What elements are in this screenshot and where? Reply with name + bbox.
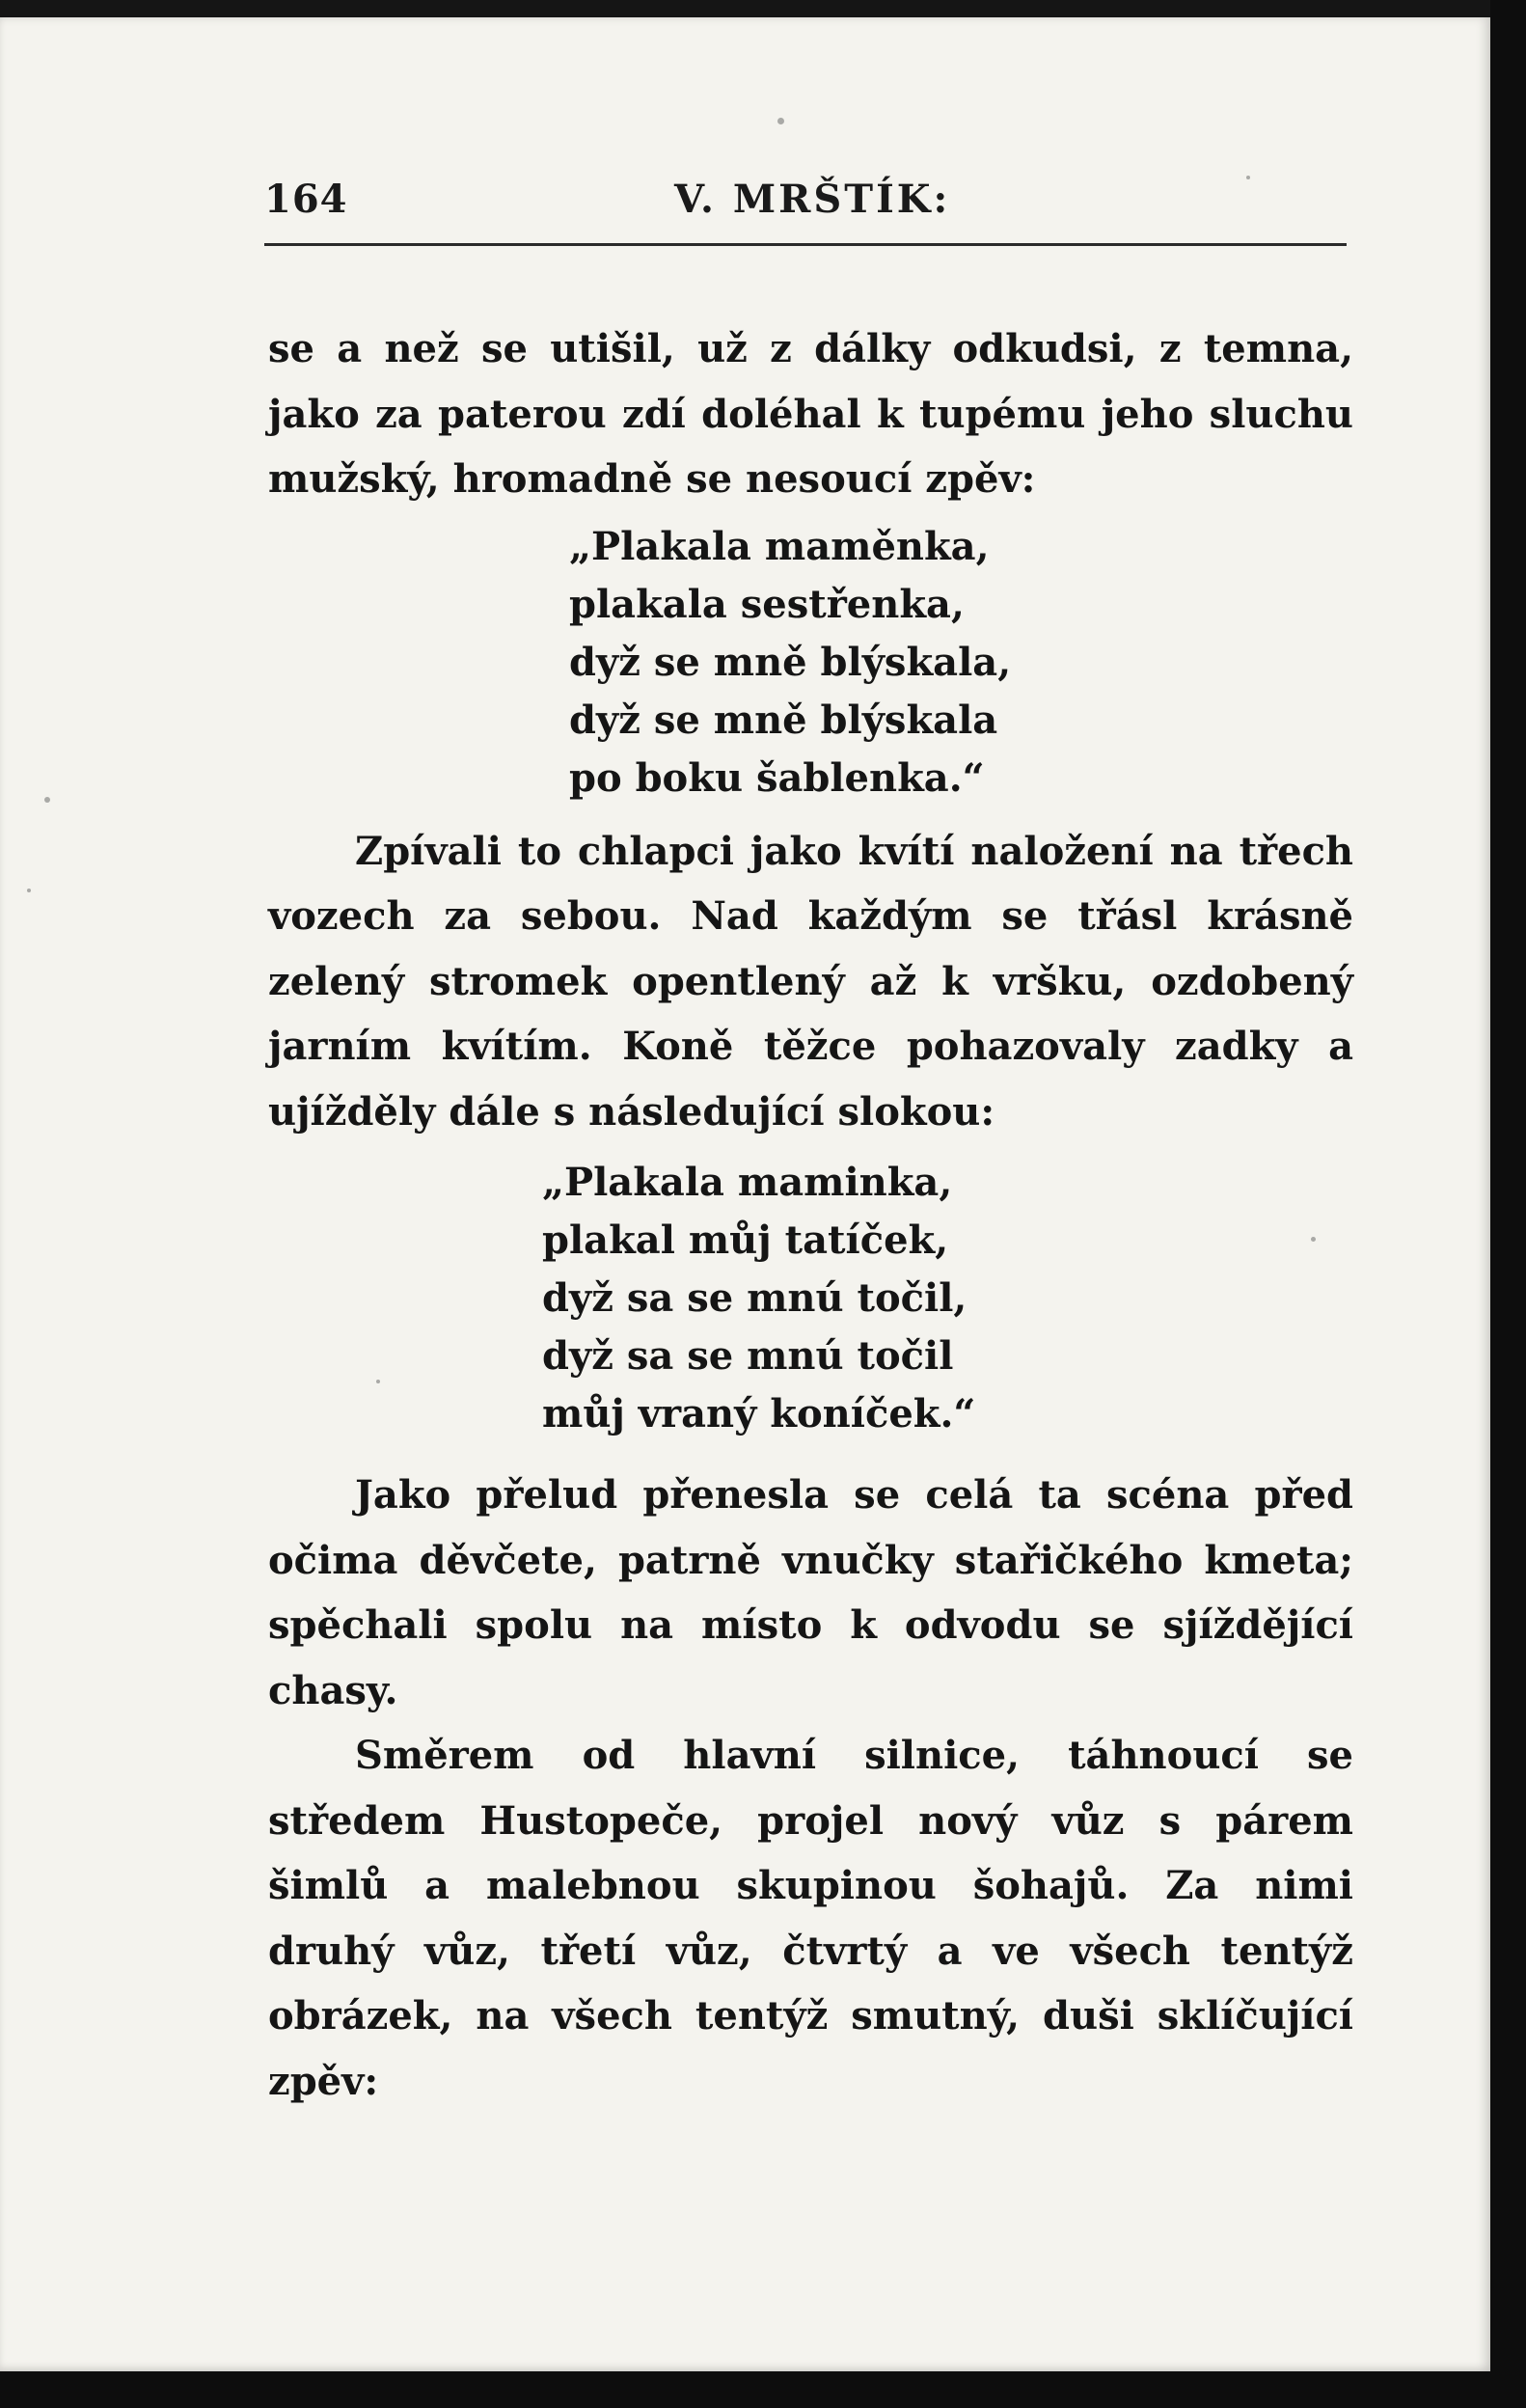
paragraph-2: Zpívali to chlapci jako kvítí naložení na třech vozech za sebou. Nad každým se třásl krásně zelený stromek opentlený až k vršku, ozdobený jarním kvítím. Koně těžce pohazovaly zadky a ujížděly dále s následující slokou:: [268, 828, 1353, 1135]
verse-line: „Plakala maminka,: [542, 1160, 953, 1205]
header-rule: [264, 243, 1347, 246]
verse-line: dyž sa se mnú točil: [542, 1333, 954, 1379]
paragraph-3: Jako přelud přenesla se celá ta scéna před očima děvčete, patrně vnučky stařičkého kmeta; spěchali spolu na místo k odvodu se sjíždějící chasy.: [268, 1472, 1353, 1713]
verse-line: „Plakala maměnka,: [569, 523, 990, 569]
verse-line: můj vraný koníček.“: [542, 1391, 976, 1437]
page-body: [268, 316, 1353, 2114]
page-number: 164: [264, 177, 348, 222]
verse-line: plakala sestřenka,: [569, 581, 965, 627]
song-verse-1: [268, 518, 1353, 807]
verse-line: po boku šablenka.“: [569, 754, 985, 801]
scan-speck: [777, 118, 784, 124]
verse-line: dyž se mně blýskala,: [569, 639, 1012, 685]
page-header: [264, 177, 1347, 238]
paragraph-1: se a než se utišil, už z dálky odkudsi, z temna, jako za paterou zdí doléhal k tupému jeho sluchu mužský, hromadně se nesoucí zpěv:: [268, 326, 1353, 502]
verse-line: dyž sa se mnú točil,: [542, 1275, 967, 1321]
scan-right-edge: [1490, 0, 1526, 2408]
running-head: V. MRŠTÍK:: [674, 177, 951, 222]
verse-line: plakal můj tatíček,: [542, 1218, 949, 1263]
scan-speck: [27, 889, 31, 892]
verse-line: dyž se mně blýskala: [569, 697, 998, 743]
paragraph-4: Směrem od hlavní silnice, táhnoucí se středem Hustopeče, projel nový vůz s párem šimlů a malebnou skupinou šohajů. Za nimi druhý vůz, třetí vůz, čtvrtý a ve všech tentýž obrázek, na všech tentýž smutný, duši sklíčující zpěv:: [268, 1733, 1353, 2104]
scan-speck: [44, 797, 50, 803]
song-verse-2: [268, 1154, 1353, 1443]
scan-bottom-edge: [0, 2371, 1526, 2408]
